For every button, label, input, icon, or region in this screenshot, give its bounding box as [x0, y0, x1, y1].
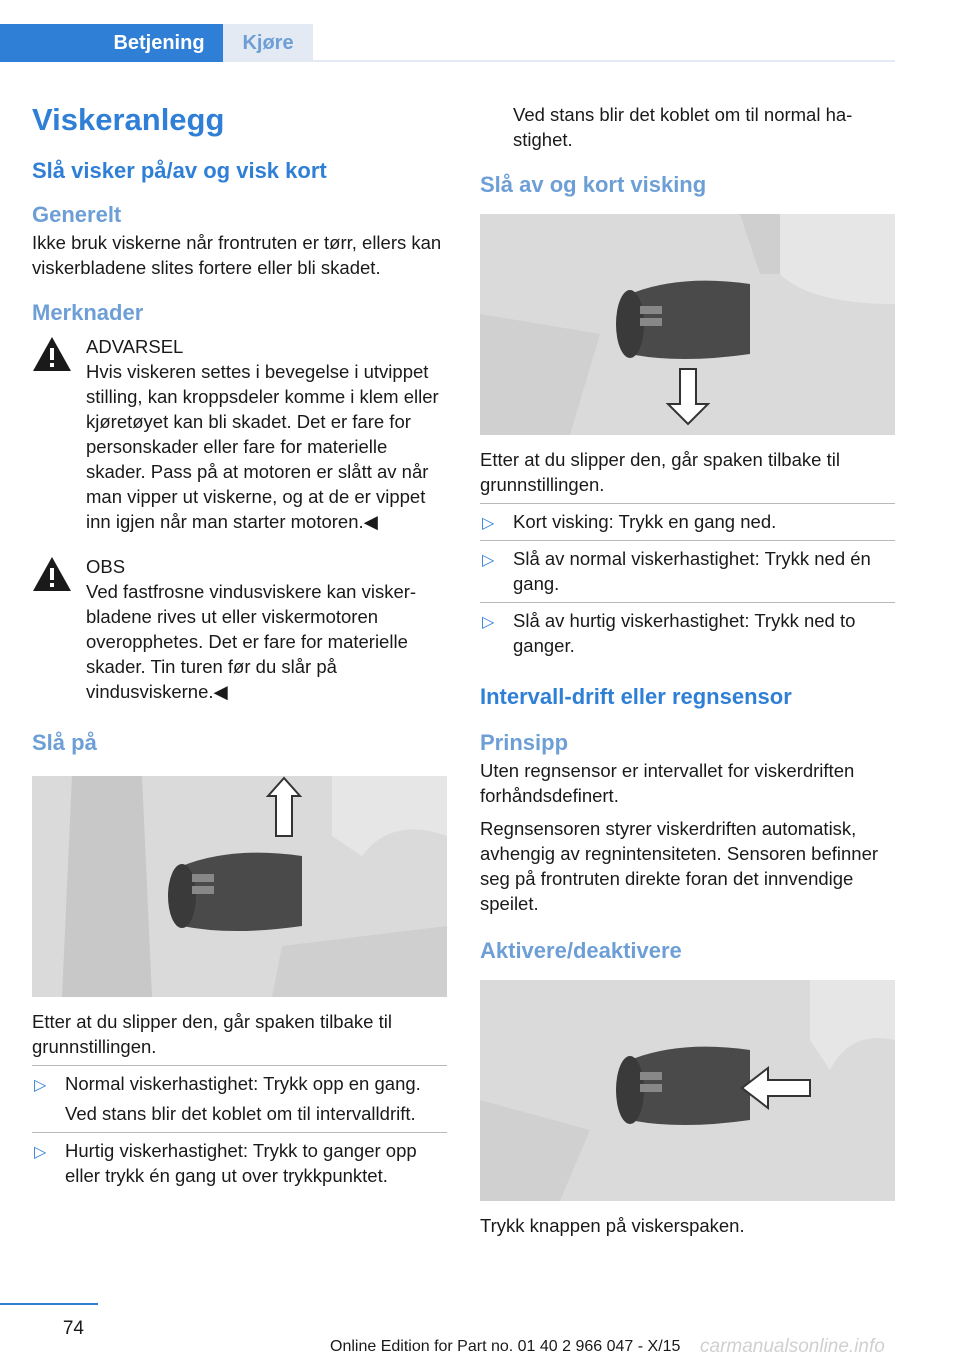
switch-on-list	[32, 1065, 447, 1194]
warning-label: OBS	[86, 556, 126, 577]
warning-text: Hvis viskeren settes i bevegelse i utvippet stilling, kan kroppsdeler komme i klem eller kjøretøyet kan bli skadet. Det er fare for personskader eller fare for materielle skader. Pass på at motoren er slått av når man vipper ut viskerne, og at de er vippet inn igjen når man starter motoren.◀	[86, 361, 439, 532]
continued-text: Ved stans blir det koblet om til normal hastighet.	[513, 104, 853, 150]
general-heading: Generelt	[32, 202, 122, 227]
switch-on-heading: Slå på	[32, 730, 97, 755]
tab-underline	[313, 60, 895, 62]
list-item-subtext: Ved stans blir det koblet om til intervalldrift.	[65, 1103, 416, 1124]
wiper-lever-down-image	[480, 214, 895, 435]
notes-heading: Merknader	[32, 300, 144, 325]
header-tabbar	[0, 24, 960, 62]
wiper-lever-illustration	[480, 214, 895, 435]
after-release-text: Etter at du slipper den, går spaken tilbake til grunnstillingen.	[480, 449, 840, 495]
list-item: ▷ Slå av normal viskerhastighet: Trykk ned én gang.	[480, 540, 895, 602]
principle-heading: Prinsipp	[480, 730, 569, 755]
interval-heading: Intervall-drift eller regnsensor	[480, 684, 792, 709]
warning-text: Ved fastfrosne vindusviskere kan viskerbladene rives ut eller viskermotoren overopphetes. Det er fare for materielle skader. Tin turen før du slår på vindusviskerne.◀	[86, 581, 417, 702]
principle-text-2: Regnsensoren styrer viskerdriften automatisk, avhengig av regnintensiteten. Sensoren befinner seg på frontruten direkte foran det innvendige speilet.	[480, 818, 879, 914]
tab-kjore[interactable]: Kjøre	[223, 24, 313, 62]
warning-triangle-icon	[32, 336, 72, 372]
principle-text-1: Uten regnsensor er intervallet for viskerdriften forhåndsdefinert.	[480, 760, 855, 806]
section-title: Slå visker på/av og visk kort	[32, 158, 327, 183]
triangle-right-icon: ▷	[34, 1077, 47, 1094]
triangle-right-icon: ▷	[482, 614, 495, 631]
footer-rule	[0, 1303, 98, 1305]
edition-text: Online Edition for Part no. 01 40 2 966 047 - X/15	[330, 1338, 681, 1355]
tab-betjening[interactable]: Betjening	[95, 24, 223, 62]
page-title: Viskeranlegg	[32, 102, 225, 137]
warning-block-advarsel	[32, 334, 447, 534]
wiper-button-image	[480, 980, 895, 1201]
page-number: 74	[62, 1318, 84, 1339]
wiper-lever-illustration	[32, 776, 447, 997]
general-text: Ikke bruk viskerne når frontruten er tørr, ellers kan viskerbladene slites fortere eller bli skadet.	[32, 232, 442, 278]
triangle-right-icon: ▷	[34, 1144, 47, 1161]
press-text: Trykk knappen på viskerspaken.	[480, 1215, 745, 1236]
list-item: ▷ Slå av hurtig viskerhastighet: Trykk ned to ganger.	[480, 602, 895, 664]
watermark: carmanualsonline.info	[700, 1336, 885, 1357]
triangle-right-icon: ▷	[482, 515, 495, 532]
left-column	[32, 100, 447, 1194]
list-item: ▷ Kort visking: Trykk en gang ned.	[480, 503, 895, 540]
triangle-right-icon: ▷	[482, 552, 495, 569]
right-column	[480, 100, 895, 1238]
warning-triangle-icon	[32, 556, 72, 592]
wiper-lever-up-image	[32, 776, 447, 997]
warning-label: ADVARSEL	[86, 336, 184, 357]
wiper-lever-illustration	[480, 980, 895, 1201]
off-list	[480, 503, 895, 664]
list-item: ▷ Hurtig viskerhastighet: Trykk to ganger opp eller trykk én gang ut over trykkpunktet.	[32, 1132, 447, 1194]
after-release-text: Etter at du slipper den, går spaken tilbake til grunnstillingen.	[32, 1011, 392, 1057]
warning-block-obs	[32, 554, 447, 704]
tab-left-block	[0, 24, 95, 62]
list-item: ▷ Normal viskerhastighet: Trykk opp en gang. Ved stans blir det koblet om til intervalldrift.	[32, 1065, 447, 1132]
off-heading: Slå av og kort visking	[480, 172, 707, 197]
activate-heading: Aktivere/deaktivere	[480, 938, 682, 963]
